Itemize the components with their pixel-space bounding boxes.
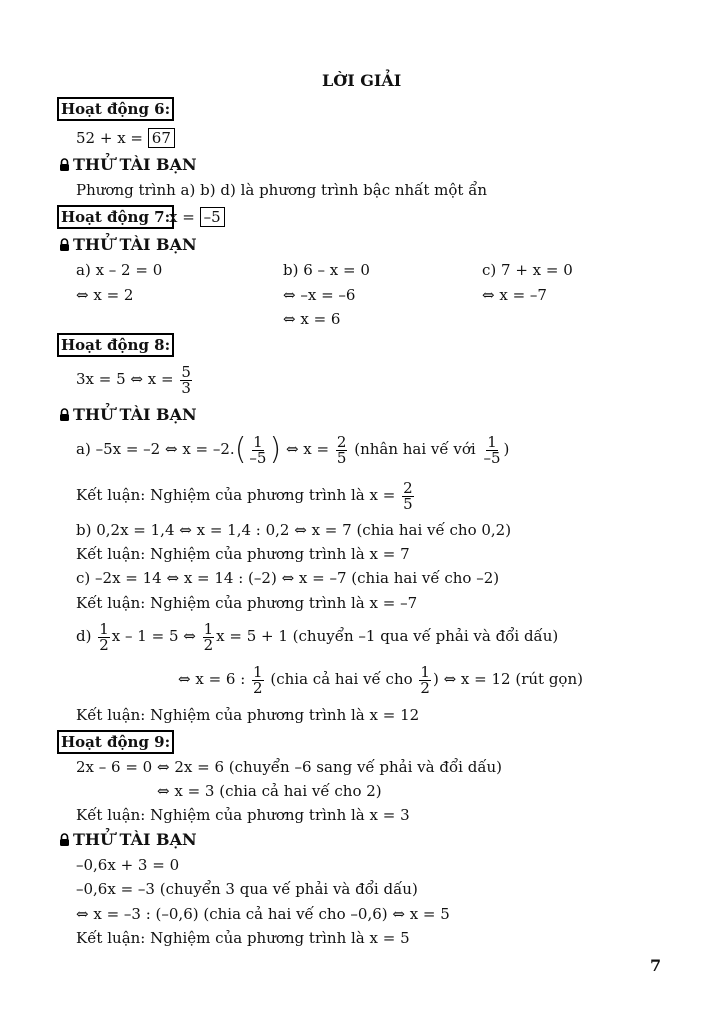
fraction (98, 619, 110, 654)
thu-tai-ban-2-label: THỬ TÀI BẠN (73, 235, 197, 254)
thu3-k1-text: Kết luận: Nghiệm của phương trình là x = (76, 486, 396, 504)
thu3-d2 (178, 662, 583, 696)
page-title: LỜI GIẢI (322, 71, 402, 90)
page-number: 7 (650, 956, 662, 975)
lock-icon (59, 408, 70, 421)
eq-hd7 (169, 208, 225, 226)
lock-icon (59, 833, 70, 846)
thu-tai-ban-1-label: THỬ TÀI BẠN (73, 155, 197, 174)
thu-tai-ban-4-label: THỬ TÀI BẠN (73, 830, 197, 849)
eq-hd6-answer: 67 (148, 128, 175, 148)
fraction (203, 619, 215, 654)
left-paren: ( (234, 432, 247, 467)
thu3-b: b) 0,2x = 1,4 ⇔ x = 1,4 : 0,2 ⇔ x = 7 (chia hai vế cho 0,2) (76, 521, 512, 539)
thu3-a (76, 432, 509, 466)
fraction-numerator: 1 (253, 432, 263, 451)
thu4-l2: –0,6x = –3 (chuyển 3 qua vế phải và đổi dấu) (76, 880, 418, 898)
fraction-numerator: 5 (181, 362, 191, 381)
heading-hoat-dong-6: Hoạt động 6: (57, 97, 174, 121)
thu3-d-mid: x – 1 = 5 ⇔ (111, 627, 196, 645)
thu-tai-ban-4 (59, 831, 197, 849)
eq-hd7-answer: –5 (200, 207, 225, 227)
fraction-denominator: 2 (99, 635, 109, 654)
fraction-denominator: 2 (253, 678, 263, 697)
fraction (419, 662, 431, 697)
lock-icon (59, 158, 70, 171)
fraction-denominator: –5 (483, 448, 501, 467)
thu-tai-ban-1 (59, 156, 197, 174)
fraction (402, 478, 414, 513)
thu3-a-close: ) (503, 440, 510, 458)
eq-hd8 (76, 363, 194, 396)
thu2-c2: ⇔ x = –7 (482, 286, 547, 304)
fraction (180, 362, 192, 397)
heading-hoat-dong-8: Hoạt động 8: (57, 333, 174, 357)
thu-tai-ban-3-label: THỬ TÀI BẠN (73, 405, 197, 424)
thu3-d (76, 619, 558, 653)
eq-hd6 (76, 129, 175, 147)
s9-l1: 2x – 6 = 0 ⇔ 2x = 6 (chuyển –6 sang vế phải và đổi dấu) (76, 758, 503, 776)
fraction (483, 432, 502, 467)
fraction-numerator: 1 (203, 619, 214, 638)
thu3-d2-rest: ) ⇔ x = 12 (rút gọn) (432, 670, 583, 688)
thu3-a-note: (nhân hai vế với (354, 440, 476, 458)
fraction-numerator: 2 (403, 478, 413, 497)
fraction-numerator: 1 (99, 619, 109, 638)
fraction (336, 432, 348, 467)
thu2-c1: c) 7 + x = 0 (482, 261, 573, 279)
fraction-denominator: 2 (203, 635, 214, 654)
fraction-denominator: 5 (403, 494, 413, 513)
thu4-l4: Kết luận: Nghiệm của phương trình là x = 5 (76, 929, 410, 947)
heading-hoat-dong-9: Hoạt động 9: (57, 730, 174, 754)
fraction (248, 432, 267, 467)
thu4-l3: ⇔ x = –3 : (–0,6) (chia cả hai vế cho –0,6) ⇔ x = 5 (76, 905, 450, 923)
thu2-a1: a) x – 2 = 0 (76, 261, 163, 279)
fraction (252, 662, 264, 697)
thu3-d2-pre: ⇔ x = 6 : (178, 670, 246, 688)
thu3-d-pre: d) (76, 627, 92, 645)
thu3-c: c) –2x = 14 ⇔ x = 14 : (–2) ⇔ x = –7 (chia hai vế cho –2) (76, 569, 500, 587)
eq-hd8-text: 3x = 5 ⇔ x = (76, 370, 174, 388)
thu2-b1: b) 6 – x = 0 (283, 261, 370, 279)
fraction-numerator: 1 (253, 662, 263, 681)
eq-hd7-left: x = (169, 208, 195, 226)
thu1-text: Phương trình a) b) d) là phương trình bậc nhất một ẩn (76, 181, 488, 199)
eq-hd6-left: 52 + x = (76, 129, 143, 147)
lock-icon (59, 238, 70, 251)
thu3-k4: Kết luận: Nghiệm của phương trình là x = 12 (76, 706, 420, 724)
s9-l3: Kết luận: Nghiệm của phương trình là x = 3 (76, 806, 410, 824)
thu3-a-pre: a) –5x = –2 ⇔ x = –2. (76, 440, 235, 458)
fraction-denominator: 2 (420, 678, 430, 697)
fraction-denominator: –5 (249, 448, 267, 467)
thu3-a-mid: ⇔ x = (285, 440, 330, 458)
heading-hoat-dong-7: Hoạt động 7: (57, 205, 174, 229)
fraction-numerator: 2 (336, 432, 347, 451)
right-paren: ) (269, 432, 282, 467)
thu3-k3: Kết luận: Nghiệm của phương trình là x = –7 (76, 594, 418, 612)
fraction-denominator: 3 (181, 378, 191, 397)
thu3-k1 (76, 478, 416, 512)
thu-tai-ban-2 (59, 236, 197, 254)
fraction-numerator: 1 (420, 662, 430, 681)
thu3-d2-mid: (chia cả hai vế cho (270, 670, 413, 688)
thu2-a2: ⇔ x = 2 (76, 286, 134, 304)
thu2-b3: ⇔ x = 6 (283, 310, 341, 328)
s9-l2: ⇔ x = 3 (chia cả hai vế cho 2) (157, 782, 382, 800)
thu3-k2: Kết luận: Nghiệm của phương trình là x = 7 (76, 545, 410, 563)
fraction-numerator: 1 (487, 432, 497, 451)
thu3-d-rest: x = 5 + 1 (chuyển –1 qua vế phải và đổi dấu) (216, 627, 559, 645)
thu2-b2: ⇔ –x = –6 (283, 286, 356, 304)
thu4-l1: –0,6x + 3 = 0 (76, 856, 180, 874)
fraction-denominator: 5 (336, 448, 347, 467)
thu-tai-ban-3 (59, 406, 197, 424)
